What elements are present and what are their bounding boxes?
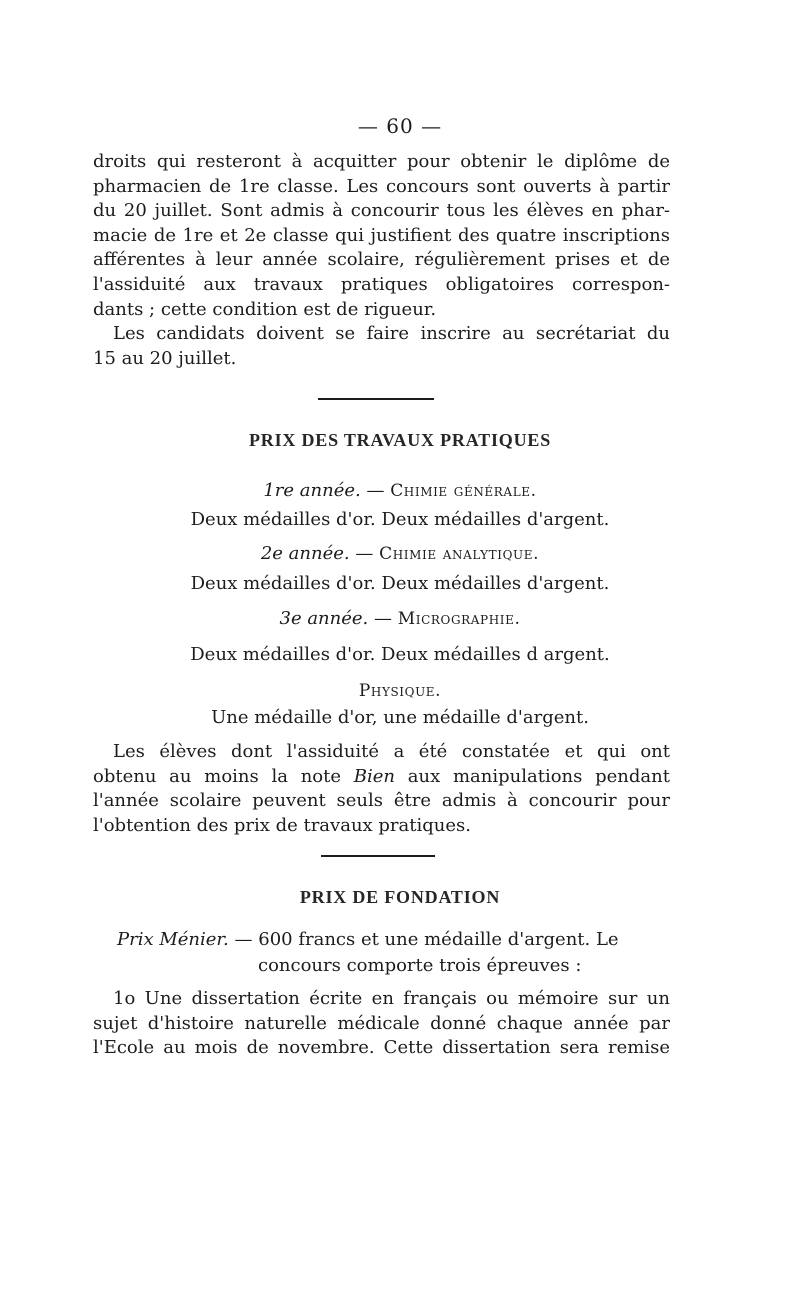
dash: — [374, 608, 393, 629]
intro-paragraph [93, 150, 670, 322]
section-divider [318, 398, 434, 400]
year2-subject: Chimie analytique. [379, 544, 540, 564]
text-line: pharmacien de 1re classe. Les concours sont ouverts à partir [93, 175, 670, 197]
year1-prizes: Deux médailles d'or. Deux médailles d'argent. [190, 509, 610, 530]
text-line: l'Ecole au mois de novembre. Cette dissertation sera remise [93, 1037, 670, 1059]
dash: — [355, 543, 374, 564]
text-line: dants ; cette condition est de rigueur. [93, 298, 437, 320]
year1-label: 1re année. [263, 480, 361, 501]
text-line: l'obtention des prix de travaux pratiques. [93, 814, 471, 836]
physique-subject: Physique. [358, 681, 442, 701]
note-bien: Bien [353, 765, 396, 787]
section-divider [321, 855, 435, 857]
year2-line [0, 543, 780, 564]
physique-line [0, 680, 780, 701]
prix-menier-line2: concours comporte trois épreuves : [258, 955, 582, 976]
text-segment: obtenu au moins la note [93, 765, 354, 787]
text-line: macie de 1re et 2e classe qui justifient des quatre inscriptions [93, 224, 670, 246]
year3-label: 3e année. [279, 608, 369, 629]
prix-menier-name: Prix Ménier. [117, 929, 229, 950]
text-line: droits qui resteront à acquitter pour obtenir le diplôme de [93, 151, 670, 172]
year2-prizes: Deux médailles d'or. Deux médailles d'argent. [190, 573, 610, 594]
prix-menier-line [117, 929, 619, 950]
year3-line [0, 608, 780, 629]
text-line [93, 765, 670, 790]
text-line: afférentes à leur année scolaire, régulièrement prises et de [93, 249, 670, 271]
text-line: 15 au 20 juillet. [93, 347, 237, 369]
epreuve-paragraph [93, 987, 670, 1061]
year3-subject: Micrographie. [397, 609, 521, 629]
section-heading-travaux-pratiques: PRIX DES TRAVAUX PRATIQUES [248, 430, 552, 450]
year1-line [0, 480, 780, 501]
text-line: du 20 juillet. Sont admis à concourir tous les élèves en phar- [93, 200, 670, 222]
text-line: l'assiduité aux travaux pratiques obligatoires correspon- [93, 273, 670, 295]
dash: — [366, 480, 385, 501]
year1-subject: Chimie générale. [390, 481, 537, 501]
text-line: Les élèves dont l'assiduité a été constatée et qui ont [113, 741, 670, 762]
prix-menier-text: — 600 francs et une médaille d'argent. Le [234, 929, 619, 950]
year3-prizes: Deux médailles d'or. Deux médailles d argent. [190, 644, 610, 665]
text-line: 1o Une dissertation écrite en français ou mémoire sur un [113, 988, 670, 1009]
year2-label: 2e année. [260, 543, 350, 564]
text-line: Les candidats doivent se faire inscrire au secrétariat du [113, 323, 670, 344]
text-line: l'année scolaire peuvent seuls être admis à concourir pour [93, 790, 670, 812]
section-heading-fondation: PRIX DE FONDATION [299, 887, 501, 907]
assiduite-paragraph [93, 740, 670, 838]
physique-prizes: Une médaille d'or, une médaille d'argent. [211, 707, 589, 728]
text-segment: aux manipulations pendant [395, 765, 670, 787]
candidats-paragraph [93, 322, 670, 371]
page-number: — 60 — [357, 114, 443, 138]
text-line: sujet d'histoire naturelle médicale donné chaque année par [93, 1012, 670, 1034]
